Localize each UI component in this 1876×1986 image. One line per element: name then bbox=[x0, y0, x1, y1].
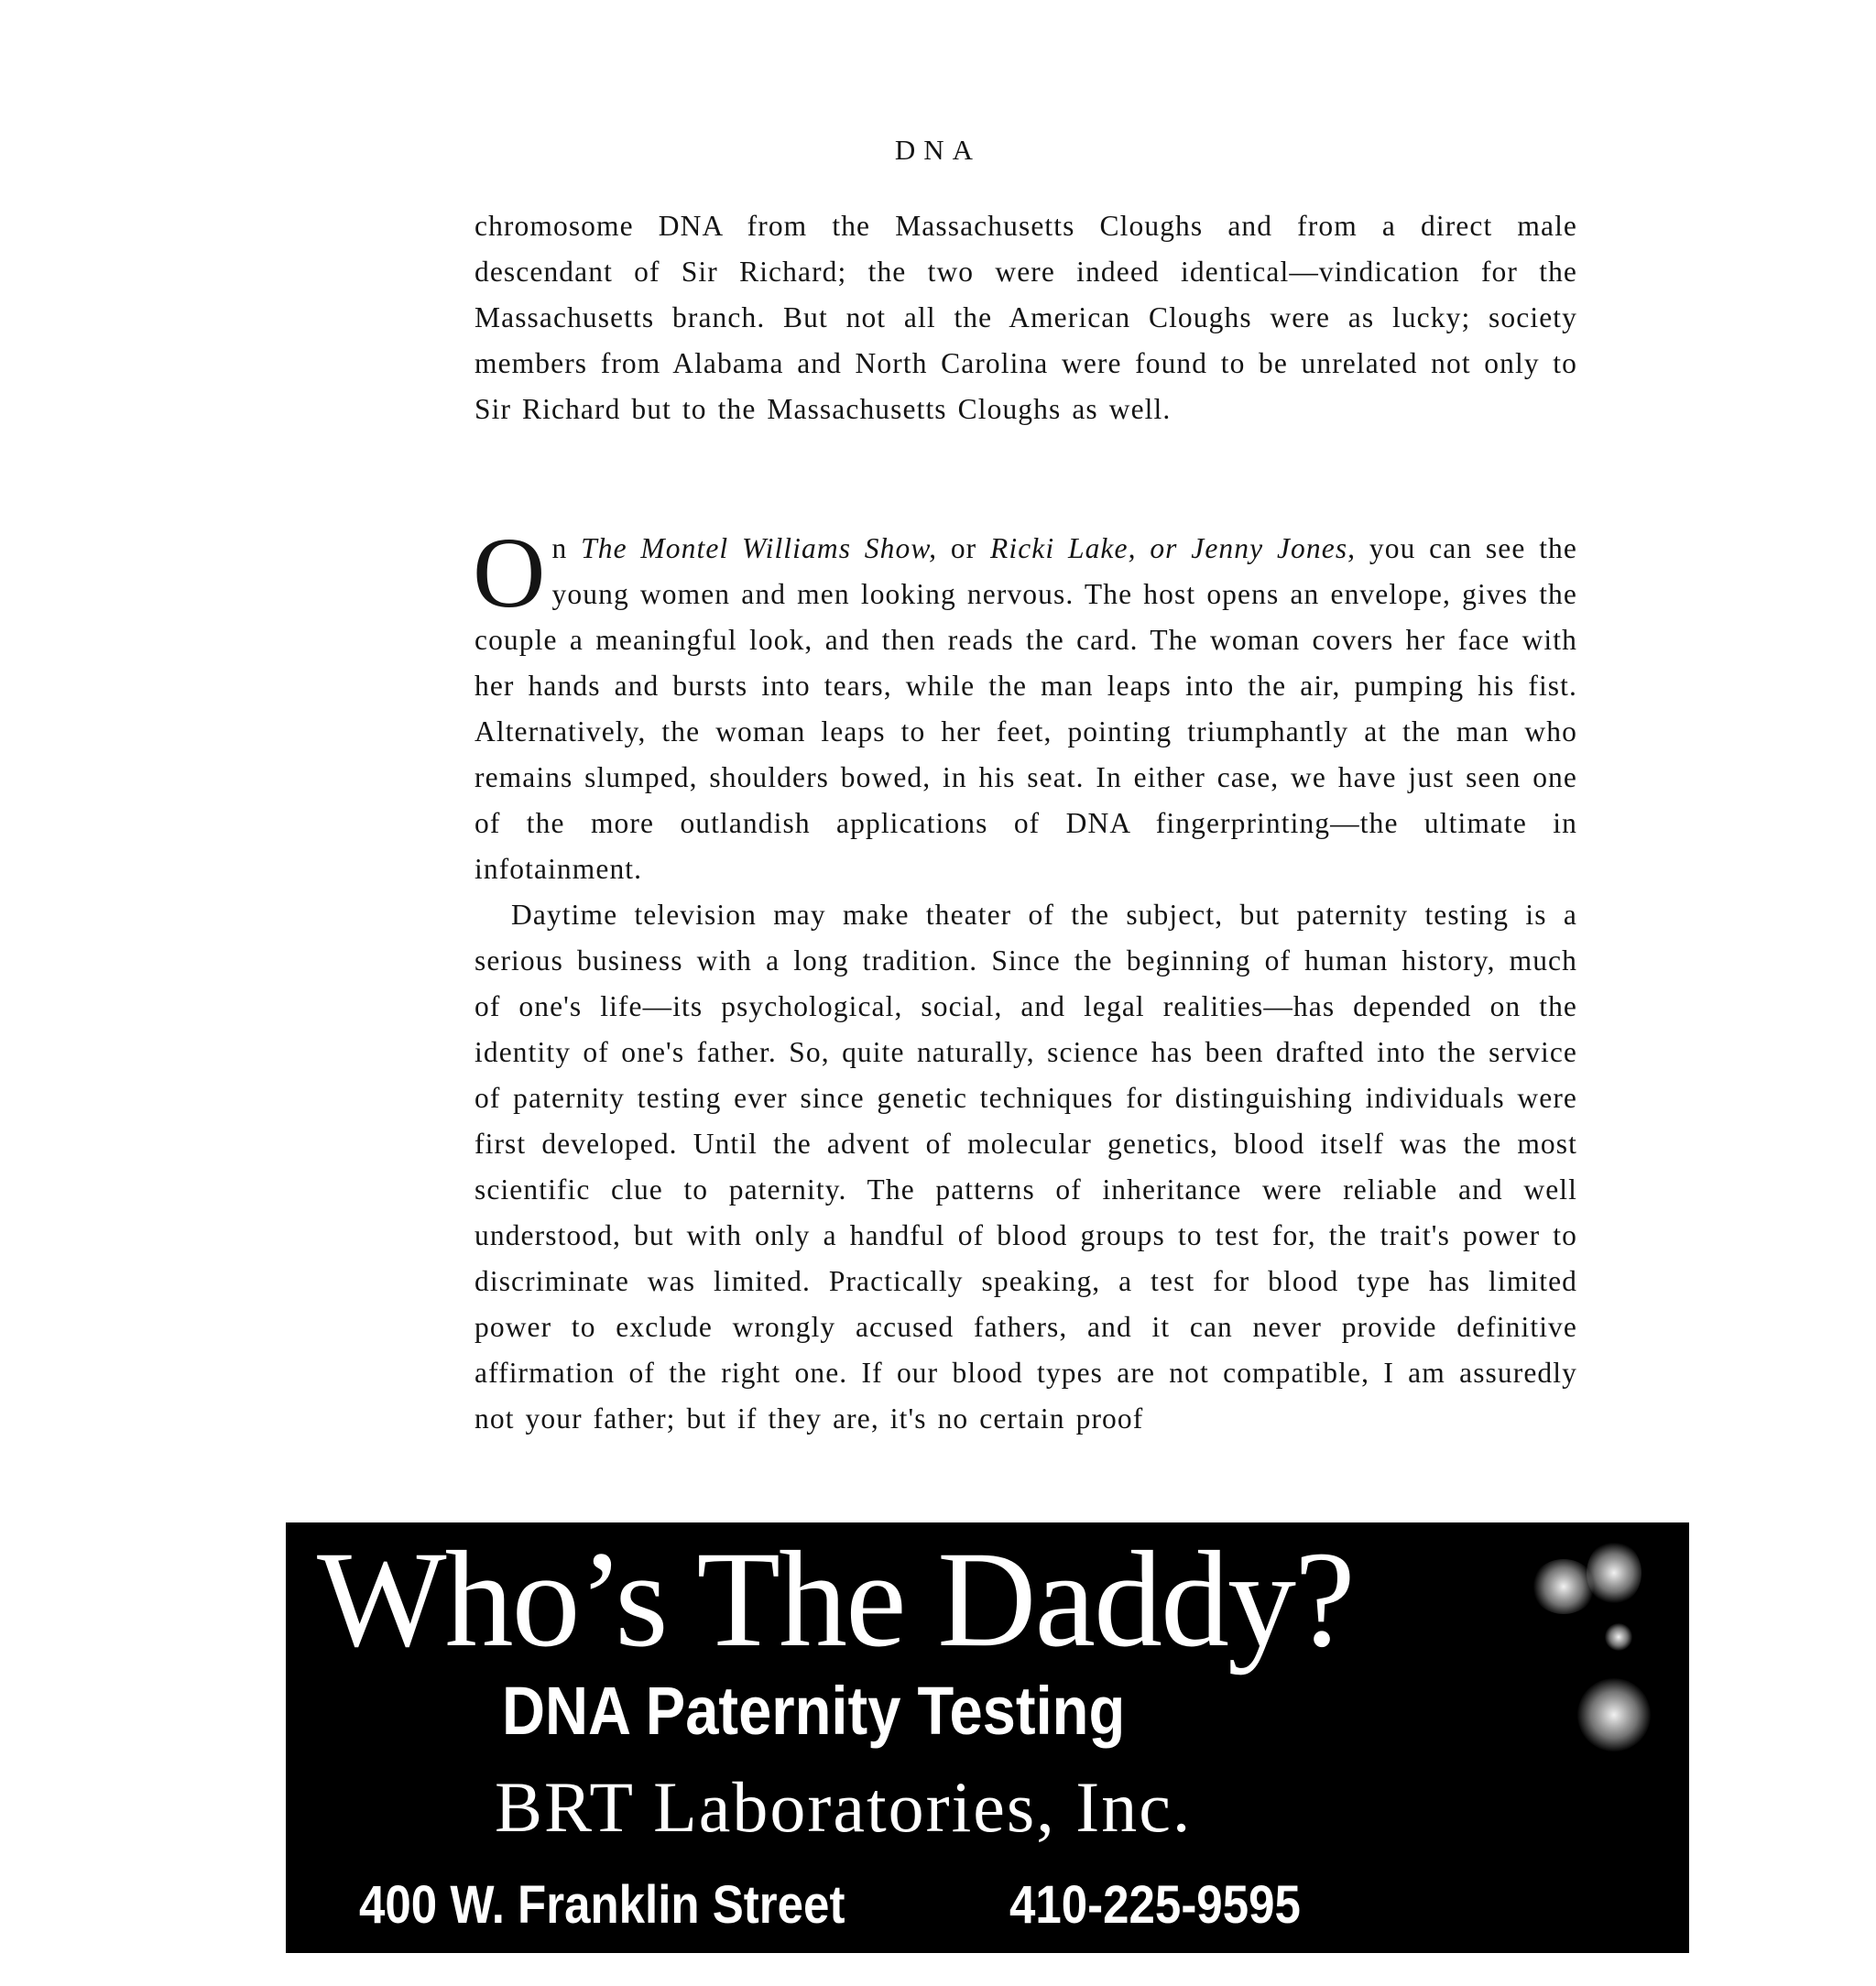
paragraph-daytime: Daytime television may make theater of the subject, but paternity testing is a serious business with a long tradition. Since the beginning of human history, much of one's life—its psychological, social, and legal realities—has depended on the identity of one's father. So, quite naturally, science has been drafted into the service of paternity testing ever since genetic techniques for distinguishing individuals were first developed. Until the advent of molecular genetics, blood itself was the most scientific clue to paternity. The patterns of inheritance were reliable and well understood, but with only a handful of blood groups to test for, the trait's power to discriminate was limited. Practically speaking, a test for blood type has limited power to exclude wrongly accused fathers, and it can never provide definitive affirmation of the right one. If our blood types are not compatible, I am assuredly not your father; but if they are, it's no certain proof bbox=[474, 899, 1577, 1435]
ad-address: 400 W. Franklin Street bbox=[359, 1875, 845, 1935]
ad-headline: Who’s The Daddy? bbox=[317, 1523, 1354, 1675]
show-title-montel: The Montel Williams Show, bbox=[581, 532, 938, 564]
opening-text-a: n bbox=[551, 532, 582, 564]
ad-phone: 410-225-9595 bbox=[1009, 1875, 1301, 1935]
opening-text-b: or bbox=[937, 532, 991, 564]
advertisement-banner bbox=[286, 1522, 1689, 1953]
running-head: DNA bbox=[894, 134, 982, 166]
speckle-texture bbox=[1577, 1678, 1651, 1751]
speckle-texture bbox=[1605, 1623, 1632, 1651]
paragraph-continued: chromosome DNA from the Massachusetts Cloughs and from a direct male descendant of Sir Richard; the two were indeed identical—vindication for the Massachusetts branch. But not all the American Cloughs were as lucky; society members from Alabama and North Carolina were found to be unrelated not only to Sir Richard but to the Massachusetts Cloughs as well. bbox=[474, 210, 1577, 425]
body-text-top bbox=[474, 203, 1577, 432]
opening-text-c bbox=[1137, 532, 1151, 564]
drop-cap: O bbox=[473, 517, 547, 628]
ad-company: BRT Laboratories, Inc. bbox=[495, 1767, 1193, 1847]
speckle-texture bbox=[1587, 1541, 1642, 1605]
opening-text-d: you can see the young women and men looking nervous. The host opens an envelope, gives the couple a meaningful look, and then reads the card. The woman covers her face with her hands and bursts into tears, while the man leaps into the air, pumping his fist. Alternatively, the woman leaps to her feet, pointing triumphantly at the man who remains slumped, shoulders bowed, in his seat. In either case, we have just seen one of the more outlandish applications of DNA fingerprinting—the ultimate in infotainment. bbox=[474, 532, 1577, 885]
body-text-section bbox=[473, 517, 1577, 1442]
show-title-ricki: Ricki Lake, bbox=[990, 532, 1137, 564]
show-title-jenny: or Jenny Jones, bbox=[1150, 532, 1357, 564]
paragraph-opening bbox=[473, 517, 1577, 892]
ad-service: DNA Paternity Testing bbox=[502, 1673, 1126, 1749]
